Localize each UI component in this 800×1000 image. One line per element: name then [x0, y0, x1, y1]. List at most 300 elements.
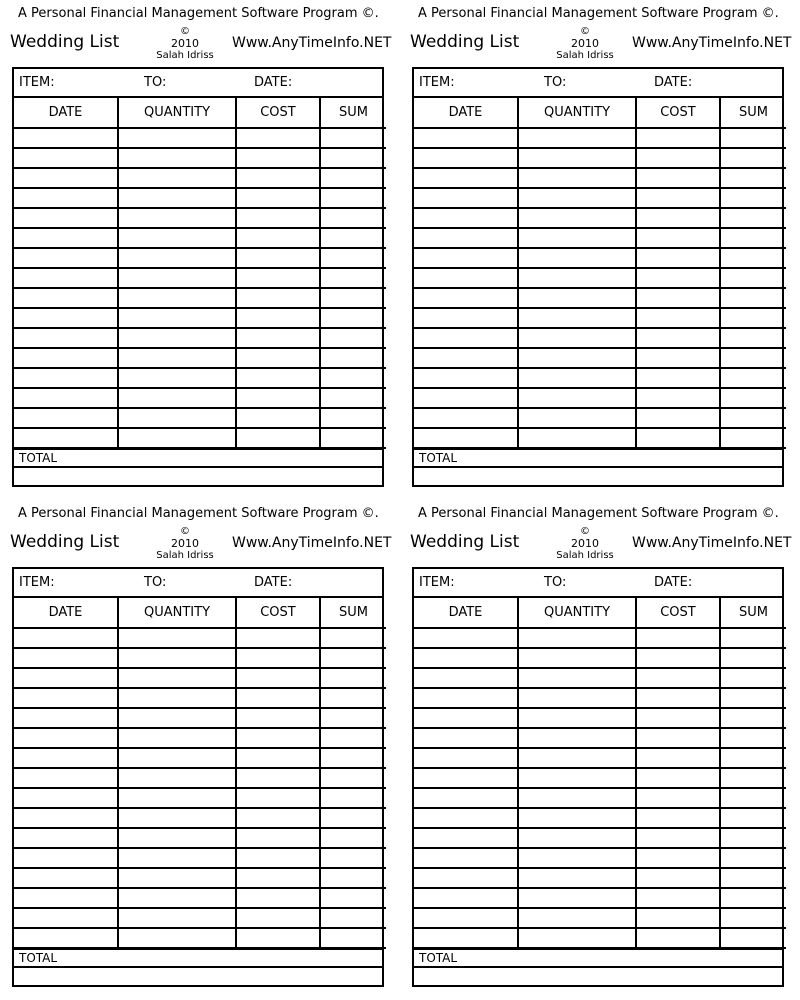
table-row — [414, 768, 786, 788]
table-cell — [118, 828, 236, 848]
copyright-author: Salah Idriss — [156, 50, 214, 61]
item-field-label: ITEM: — [419, 575, 455, 590]
table-row — [414, 408, 786, 428]
table-cell — [720, 428, 786, 448]
table-cell — [720, 928, 786, 948]
table-row — [14, 748, 386, 768]
table-cell — [414, 408, 518, 428]
table-cell — [118, 248, 236, 268]
item-info-row — [414, 69, 782, 98]
table-row — [14, 428, 386, 448]
copyright-mark: © — [580, 526, 590, 537]
table-cell — [320, 768, 386, 788]
table-cell — [118, 408, 236, 428]
copyright-credit — [550, 526, 620, 562]
table-cell — [518, 128, 636, 148]
table-cell — [14, 928, 118, 948]
table-row — [14, 828, 386, 848]
table-row — [14, 288, 386, 308]
table-cell — [118, 628, 236, 648]
table-cell — [518, 828, 636, 848]
table-row — [414, 668, 786, 688]
table-cell — [118, 188, 236, 208]
table-cell — [636, 188, 720, 208]
table-cell — [236, 168, 320, 188]
column-header-quantity: QUANTITY — [118, 98, 236, 128]
table-cell — [636, 908, 720, 928]
table-cell — [320, 128, 386, 148]
table-cell — [414, 768, 518, 788]
table-cell — [518, 348, 636, 368]
entries-table — [14, 598, 386, 949]
table-cell — [720, 828, 786, 848]
table-cell — [414, 268, 518, 288]
table-cell — [720, 788, 786, 808]
table-cell — [636, 128, 720, 148]
table-cell — [518, 708, 636, 728]
table-cell — [636, 168, 720, 188]
table-cell — [14, 728, 118, 748]
table-cell — [236, 708, 320, 728]
copyright-year: 2010 — [571, 37, 599, 50]
table-row — [414, 688, 786, 708]
table-cell — [636, 808, 720, 828]
table-cell — [118, 848, 236, 868]
table-row — [14, 848, 386, 868]
table-cell — [320, 748, 386, 768]
table-row — [414, 788, 786, 808]
table-cell — [518, 188, 636, 208]
table-cell — [518, 628, 636, 648]
table-cell — [414, 128, 518, 148]
table-row — [14, 868, 386, 888]
table-cell — [118, 148, 236, 168]
table-cell — [518, 228, 636, 248]
table-cell — [518, 688, 636, 708]
table-cell — [14, 708, 118, 728]
table-cell — [414, 288, 518, 308]
table-cell — [320, 908, 386, 928]
table-cell — [518, 888, 636, 908]
total-label: TOTAL — [419, 951, 458, 965]
table-cell — [14, 808, 118, 828]
table-cell — [320, 288, 386, 308]
table-cell — [236, 288, 320, 308]
table-cell — [636, 888, 720, 908]
table-cell — [636, 788, 720, 808]
table-cell — [636, 348, 720, 368]
table-row — [414, 388, 786, 408]
table-cell — [236, 148, 320, 168]
table-cell — [320, 688, 386, 708]
table-row — [14, 648, 386, 668]
column-header-date: DATE — [14, 98, 118, 128]
table-cell — [236, 908, 320, 928]
table-row — [14, 888, 386, 908]
website-link: Www.AnyTimeInfo.NET — [232, 35, 392, 51]
table-row — [414, 188, 786, 208]
table-cell — [236, 428, 320, 448]
table-cell — [118, 748, 236, 768]
table-cell — [320, 708, 386, 728]
table-cell — [720, 228, 786, 248]
table-row — [14, 368, 386, 388]
to-field-label: TO: — [544, 575, 567, 590]
table-cell — [720, 748, 786, 768]
table-cell — [636, 148, 720, 168]
table-cell — [720, 848, 786, 868]
list-title: Wedding List — [10, 32, 120, 52]
table-cell — [636, 228, 720, 248]
table-cell — [118, 388, 236, 408]
total-row — [414, 448, 782, 468]
table-cell — [720, 168, 786, 188]
table-row — [414, 628, 786, 648]
table-cell — [14, 768, 118, 788]
table-cell — [414, 148, 518, 168]
table-row — [14, 928, 386, 948]
table-cell — [518, 368, 636, 388]
table-cell — [414, 228, 518, 248]
table-cell — [14, 308, 118, 328]
table-cell — [518, 288, 636, 308]
table-cell — [320, 148, 386, 168]
table-cell — [236, 808, 320, 828]
table-cell — [118, 288, 236, 308]
table-cell — [720, 768, 786, 788]
table-cell — [636, 828, 720, 848]
table-cell — [414, 648, 518, 668]
item-info-row — [14, 69, 382, 98]
table-row — [14, 248, 386, 268]
table-cell — [414, 188, 518, 208]
table-cell — [320, 668, 386, 688]
table-cell — [636, 248, 720, 268]
column-header-quantity: QUANTITY — [518, 598, 636, 628]
table-cell — [236, 728, 320, 748]
table-row — [14, 708, 386, 728]
table-cell — [320, 328, 386, 348]
table-cell — [720, 708, 786, 728]
table-cell — [636, 848, 720, 868]
table-cell — [518, 788, 636, 808]
table-row — [14, 408, 386, 428]
item-field-label: ITEM: — [419, 75, 455, 90]
table-cell — [236, 268, 320, 288]
table-row — [14, 688, 386, 708]
wedding-list-panel — [410, 0, 792, 492]
table-cell — [236, 628, 320, 648]
table-cell — [720, 668, 786, 688]
table-row — [414, 348, 786, 368]
wedding-list-panel — [10, 0, 392, 492]
table-cell — [518, 268, 636, 288]
table-row — [414, 648, 786, 668]
total-label: TOTAL — [419, 451, 458, 465]
table-row — [14, 388, 386, 408]
date-field-label: DATE: — [654, 575, 693, 590]
table-cell — [236, 888, 320, 908]
column-header-cost: COST — [636, 98, 720, 128]
table-cell — [236, 648, 320, 668]
table-cell — [236, 348, 320, 368]
table-cell — [236, 308, 320, 328]
table-row — [14, 268, 386, 288]
table-cell — [14, 228, 118, 248]
table-cell — [720, 648, 786, 668]
table-cell — [518, 908, 636, 928]
table-cell — [414, 348, 518, 368]
table-cell — [14, 208, 118, 228]
wedding-list-form — [12, 567, 384, 987]
to-field-label: TO: — [144, 575, 167, 590]
table-cell — [14, 148, 118, 168]
table-row — [414, 708, 786, 728]
column-header-date: DATE — [414, 98, 518, 128]
table-cell — [320, 808, 386, 828]
column-header-sum: SUM — [320, 98, 386, 128]
table-row — [14, 208, 386, 228]
table-cell — [118, 208, 236, 228]
to-field-label: TO: — [144, 75, 167, 90]
table-row — [414, 888, 786, 908]
copyright-year: 2010 — [171, 537, 199, 550]
table-cell — [118, 428, 236, 448]
table-cell — [720, 308, 786, 328]
table-cell — [320, 208, 386, 228]
table-cell — [118, 368, 236, 388]
table-cell — [118, 648, 236, 668]
table-cell — [320, 428, 386, 448]
table-cell — [518, 408, 636, 428]
table-cell — [414, 668, 518, 688]
date-field-label: DATE: — [254, 75, 293, 90]
table-cell — [414, 848, 518, 868]
table-cell — [236, 828, 320, 848]
table-cell — [636, 728, 720, 748]
table-row — [414, 728, 786, 748]
table-cell — [14, 288, 118, 308]
table-cell — [320, 928, 386, 948]
table-row — [14, 628, 386, 648]
table-cell — [720, 368, 786, 388]
table-cell — [414, 868, 518, 888]
table-cell — [236, 248, 320, 268]
table-cell — [414, 808, 518, 828]
table-cell — [636, 928, 720, 948]
copyright-year: 2010 — [571, 537, 599, 550]
table-row — [414, 428, 786, 448]
total-label: TOTAL — [19, 451, 58, 465]
table-cell — [118, 228, 236, 248]
to-field-label: TO: — [544, 75, 567, 90]
table-row — [414, 128, 786, 148]
table-cell — [414, 708, 518, 728]
table-cell — [118, 808, 236, 828]
table-row — [414, 168, 786, 188]
table-cell — [636, 708, 720, 728]
table-cell — [720, 388, 786, 408]
table-cell — [720, 248, 786, 268]
table-cell — [518, 308, 636, 328]
table-cell — [236, 188, 320, 208]
column-header-sum: SUM — [720, 598, 786, 628]
table-cell — [720, 728, 786, 748]
table-cell — [414, 928, 518, 948]
table-row — [414, 248, 786, 268]
table-cell — [14, 788, 118, 808]
table-row — [14, 668, 386, 688]
copyright-credit — [150, 526, 220, 562]
table-cell — [14, 828, 118, 848]
table-cell — [14, 908, 118, 928]
table-cell — [414, 728, 518, 748]
table-cell — [636, 668, 720, 688]
table-cell — [518, 388, 636, 408]
table-cell — [118, 788, 236, 808]
table-cell — [414, 248, 518, 268]
table-row — [14, 128, 386, 148]
table-row — [414, 368, 786, 388]
table-cell — [320, 188, 386, 208]
table-cell — [636, 768, 720, 788]
table-cell — [636, 268, 720, 288]
table-cell — [118, 328, 236, 348]
table-cell — [320, 308, 386, 328]
copyright-author: Salah Idriss — [556, 50, 614, 61]
entries-table — [414, 98, 786, 449]
table-cell — [518, 848, 636, 868]
table-row — [14, 168, 386, 188]
table-cell — [636, 368, 720, 388]
wedding-list-form — [12, 67, 384, 487]
table-row — [414, 288, 786, 308]
table-row — [414, 228, 786, 248]
table-cell — [320, 788, 386, 808]
table-cell — [414, 788, 518, 808]
table-cell — [518, 928, 636, 948]
table-cell — [236, 128, 320, 148]
table-cell — [720, 688, 786, 708]
website-link: Www.AnyTimeInfo.NET — [232, 535, 392, 551]
table-cell — [118, 928, 236, 948]
wedding-list-panel — [410, 500, 792, 992]
table-cell — [518, 768, 636, 788]
table-cell — [414, 908, 518, 928]
table-cell — [720, 868, 786, 888]
table-cell — [518, 428, 636, 448]
table-row — [414, 868, 786, 888]
table-cell — [320, 228, 386, 248]
program-line: A Personal Financial Management Software Program ©. — [18, 6, 379, 21]
list-title: Wedding List — [10, 532, 120, 552]
table-cell — [236, 208, 320, 228]
table-cell — [320, 408, 386, 428]
table-cell — [14, 888, 118, 908]
table-row — [14, 808, 386, 828]
wedding-list-form — [412, 67, 784, 487]
table-cell — [720, 128, 786, 148]
table-cell — [636, 328, 720, 348]
table-cell — [636, 388, 720, 408]
table-cell — [118, 268, 236, 288]
table-cell — [118, 728, 236, 748]
table-row — [414, 928, 786, 948]
date-field-label: DATE: — [654, 75, 693, 90]
table-cell — [636, 648, 720, 668]
item-field-label: ITEM: — [19, 75, 55, 90]
table-cell — [118, 688, 236, 708]
table-cell — [236, 228, 320, 248]
table-cell — [118, 348, 236, 368]
copyright-author: Salah Idriss — [156, 550, 214, 561]
item-field-label: ITEM: — [19, 575, 55, 590]
website-link: Www.AnyTimeInfo.NET — [632, 535, 792, 551]
table-cell — [320, 848, 386, 868]
list-title: Wedding List — [410, 532, 520, 552]
table-cell — [518, 248, 636, 268]
table-cell — [14, 688, 118, 708]
table-cell — [14, 408, 118, 428]
table-cell — [518, 748, 636, 768]
table-cell — [14, 868, 118, 888]
copyright-author: Salah Idriss — [556, 550, 614, 561]
table-cell — [414, 308, 518, 328]
table-cell — [320, 268, 386, 288]
table-cell — [518, 868, 636, 888]
table-cell — [636, 428, 720, 448]
table-row — [414, 748, 786, 768]
table-cell — [636, 288, 720, 308]
table-cell — [720, 908, 786, 928]
program-line: A Personal Financial Management Software Program ©. — [418, 506, 779, 521]
table-cell — [320, 648, 386, 668]
table-cell — [636, 868, 720, 888]
table-cell — [320, 248, 386, 268]
table-cell — [414, 168, 518, 188]
table-cell — [414, 368, 518, 388]
table-cell — [236, 868, 320, 888]
table-row — [414, 848, 786, 868]
table-cell — [636, 688, 720, 708]
total-row — [14, 948, 382, 968]
total-row — [14, 448, 382, 468]
table-cell — [720, 148, 786, 168]
table-row — [14, 788, 386, 808]
table-cell — [720, 288, 786, 308]
table-cell — [118, 168, 236, 188]
table-cell — [720, 408, 786, 428]
column-header-cost: COST — [236, 98, 320, 128]
copyright-credit — [150, 26, 220, 62]
table-cell — [14, 248, 118, 268]
table-cell — [414, 828, 518, 848]
table-cell — [14, 748, 118, 768]
item-info-row — [14, 569, 382, 598]
total-label: TOTAL — [19, 951, 58, 965]
table-cell — [236, 368, 320, 388]
column-header-sum: SUM — [720, 98, 786, 128]
table-cell — [518, 808, 636, 828]
table-cell — [636, 748, 720, 768]
date-field-label: DATE: — [254, 575, 293, 590]
table-row — [14, 348, 386, 368]
table-cell — [14, 188, 118, 208]
table-cell — [14, 848, 118, 868]
table-cell — [320, 388, 386, 408]
table-cell — [320, 368, 386, 388]
table-cell — [14, 388, 118, 408]
